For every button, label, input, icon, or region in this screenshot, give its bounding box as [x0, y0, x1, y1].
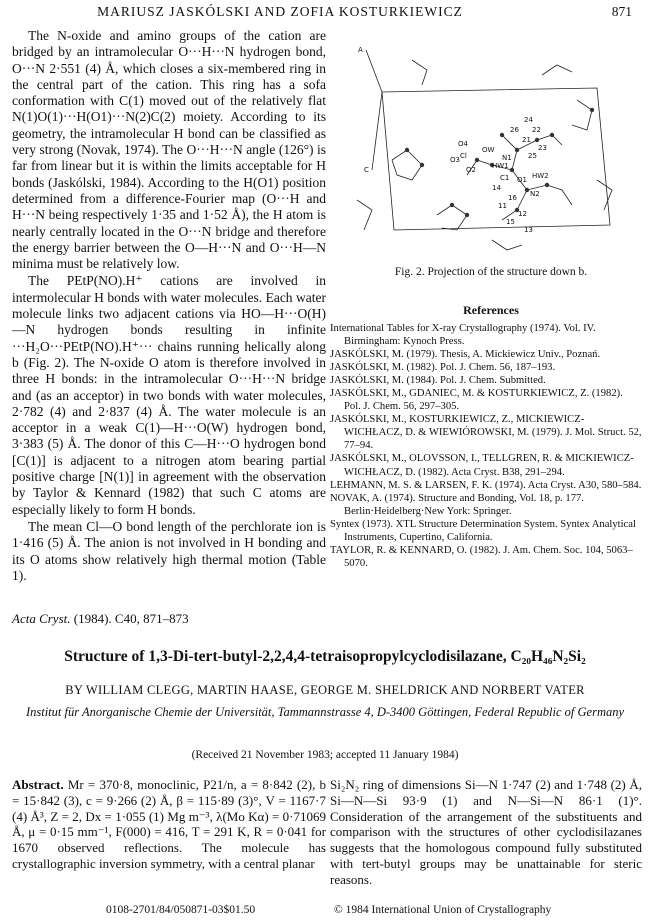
running-header: MARIUSZ JASKÓLSKI AND ZOFIA KOSTURKIEWICZ — [97, 4, 463, 19]
atom-label: O2 — [466, 166, 476, 174]
molecule-outline — [572, 100, 592, 130]
atom-label: 25 — [528, 152, 537, 160]
atom-label: HW2 — [532, 172, 549, 180]
molecule-outline — [597, 180, 612, 210]
axis-a — [366, 50, 382, 92]
abstract-right: Si₂N₂ ring of dimensions Si—N 1·747 (2) and 1·748 (2) Å, Si—N—Si 93·9 (1) and N—Si—N 86·1 (1)°. Consideration of the arrangement of the substituents and comparison with the structures of other cyclodisilazanes suggests that the homologous compound fully substituted with tert-butyl groups may be unattainable for steric reasons. — [330, 777, 642, 887]
atom-label: 11 — [498, 202, 507, 210]
atom-label: O4 — [458, 140, 468, 148]
atom-label: 14 — [492, 184, 501, 192]
atom-label: O1 — [517, 176, 527, 184]
molecule-outline — [492, 240, 522, 250]
atom-label: O3 — [450, 156, 460, 164]
citation-volume: (1984). C40, 871–873 — [70, 611, 189, 626]
atom-label: N2 — [530, 190, 540, 198]
page-number: 871 — [611, 4, 632, 19]
reference-item: TAYLOR, R. & KENNARD, O. (1982). J. Am. Chem. Soc. 104, 5063–5070. — [330, 544, 633, 569]
atom-label: 22 — [532, 126, 541, 134]
footer-copyright: © 1984 International Union of Crystallography — [334, 904, 552, 916]
reference-item: International Tables for X-ray Crystallography (1974). Vol. IV. Birmingham: Kynoch Press. — [330, 323, 596, 348]
reference-item: JASKÓLSKI, M. (1982). Pol. J. Chem. 56, 187–193. — [330, 362, 556, 374]
atom-label: N1 — [502, 154, 512, 162]
received-dates: (Received 21 November 1983; accepted 11 January 1984) — [191, 749, 459, 761]
atom-label: 21 — [522, 136, 531, 144]
reference-item: JASKÓLSKI, M., GDANIEC, M. & KOSTURKIEWICZ, Z. (1982). Pol. J. Chem. 56, 297–305. — [330, 388, 623, 413]
reference-item: LEHMANN, M. S. & LARSEN, F. K. (1974). Acta Cryst. A30, 580–584. — [330, 479, 642, 491]
atom-label: Cl — [460, 152, 467, 160]
atom-label: A — [358, 46, 363, 54]
references-list — [330, 322, 642, 570]
axis-c — [372, 92, 382, 170]
abstract-text: Mr = 370·8, monoclinic, P21/n, a = 8·842 (2), b = 15·842 (3), c = 9·266 (2) Å, β = 115·89 (3)°, V = 1167·7 (4) Å³, Z = 2, Dx = 1·055 (1) Mg m⁻³, λ(Mo Kα) = 0·71069 Å, μ = 0·15 mm⁻¹, F(000) = 416, T = 291 K, R = 0·041 for 1670 observed reflections. The molecule has crystallographic inversion symmetry, with a central planar — [12, 777, 327, 871]
projection-drawing — [342, 40, 640, 265]
paragraph: The mean Cl—O bond length of the perchlorate ion is 1·416 (5) Å. The anion is not involved in H bonding and its O atoms show relatively high thermal motion (Table 1). — [12, 518, 326, 583]
article-title: Structure of 1,3-Di-tert-butyl-2,2,4,4-tetraisopropylcyclodisilazane, C₂₀H₄₆N₂Si₂ — [64, 648, 586, 665]
atom-label: OW — [482, 146, 495, 154]
molecule-outline — [542, 65, 572, 75]
article-authors: BY WILLIAM CLEGG, MARTIN HAASE, GEORGE M. SHELDRICK AND NORBERT VATER — [65, 683, 585, 697]
abstract-label: Abstract. — [12, 777, 64, 792]
molecule-outline — [437, 205, 467, 230]
citation-journal: Acta Cryst. — [12, 611, 71, 626]
paragraph: The PEtP(NO).H⁺ cations are involved in intermolecular H bonds with water molecules. Each water molecule links two adjacent cations via HO—H···O(H)—N hydrogen bonds resulting in infinite ···H₂O···PEtP(NO).H⁺··· chains running helically along b (Fig. 2). The N-oxide O atom is therefore involved in three H bonds: in the intramolecular O···H···N bridge and (as an acceptor) in two bonds with water molecules, 2·782 (4) and 2·837 (4) Å. The water molecule is an acceptor in a weak C(1)—H···O(W) hydrogen bond, 3·383 (5) Å. The donor of this C—H···O hydrogen bond [C(1)] is adjacent to a nitrogen atom bearing partial positive charge [N(1)] in agreement with the observation by Taylor & Kennard (1982) that such C atoms are especially likely to form H bonds. — [12, 273, 326, 517]
paragraph: The N-oxide and amino groups of the cation are bridged by an intramolecular O···H···N hydrogen bond, O···N 2·551 (4) Å, which closes a six-membered ring in the central part of the cation. This ring has a sofa conformation with C(1) moved out of the relatively flat N(1)O(1)···H(O1)···N(2)C(2) moiety. According to its geometry, the intramolecular H bond can be classified as very strong (Novak, 1974). The O···H···N angle (126°) is far from linear but it is within the limits acceptable for H bonds (Jaskólski, 1984). According to the H(O1) position determined from a difference-Fourier map (O···H and H···N being respectively 1·35 and 1·52 Å), the H atom is nearly centrally located in the O···N bridge and therefore the energy barrier between the O—H···N and O···H—N minima must be relatively low. — [12, 28, 326, 272]
references-heading: References — [463, 303, 519, 317]
atom-label: 24 — [524, 116, 533, 124]
reference-item: NOVAK, A. (1974). Structure and Bonding, Vol. 18, p. 177. Berlin·Heidelberg·New York: Springer. — [330, 492, 584, 517]
atom-label: HW1 — [492, 162, 509, 170]
reference-item: JASKÓLSKI, M., KOSTURKIEWICZ, Z., MICKIEWICZ-WICHŁACZ, D. & WIEWIÓROWSKI, M. (1979). J. Mol. Struct. 52, 77–94. — [330, 414, 642, 452]
article-affiliation: Institut für Anorganische Chemie der Universität, Tammannstrasse 4, D-3400 Göttingen, Federal Republic of Germany — [25, 705, 625, 719]
reference-item: JASKÓLSKI, M., OLOVSSON, I., TELLGREN, R. & MICKIEWICZ-WICHŁACZ, D. (1982). Acta Cryst. B38, 291–294. — [330, 453, 634, 478]
footer-code: 0108-2701/84/050871-03$01.50 — [106, 904, 256, 916]
reference-item: JASKÓLSKI, M. (1984). Pol. J. Chem. Submitted. — [330, 375, 546, 387]
left-column-text — [12, 28, 326, 584]
atom-label: 23 — [538, 144, 547, 152]
journal-citation — [12, 611, 189, 627]
atom-label: 13 — [524, 226, 533, 234]
atom-label: 15 — [506, 218, 515, 226]
reference-item: Syntex (1973). XTL Structure Determination System. Syntex Analytical Instruments, Cupertino, California. — [330, 518, 636, 543]
atom-label: C1 — [500, 174, 510, 182]
molecule-outline — [412, 60, 427, 85]
atom-label: C — [364, 166, 369, 174]
molecule-outline — [392, 150, 422, 180]
figure-caption: Fig. 2. Projection of the structure down b. — [394, 266, 588, 278]
atom-label: 26 — [510, 126, 519, 134]
structure-figure — [342, 40, 640, 265]
abstract-left — [12, 777, 326, 872]
reference-item: JASKÓLSKI, M. (1979). Thesis, A. Mickiewicz Univ., Poznań. — [330, 349, 601, 361]
atom-label: 12 — [518, 210, 527, 218]
molecule-outline — [357, 200, 372, 230]
atom-label: 16 — [508, 194, 517, 202]
